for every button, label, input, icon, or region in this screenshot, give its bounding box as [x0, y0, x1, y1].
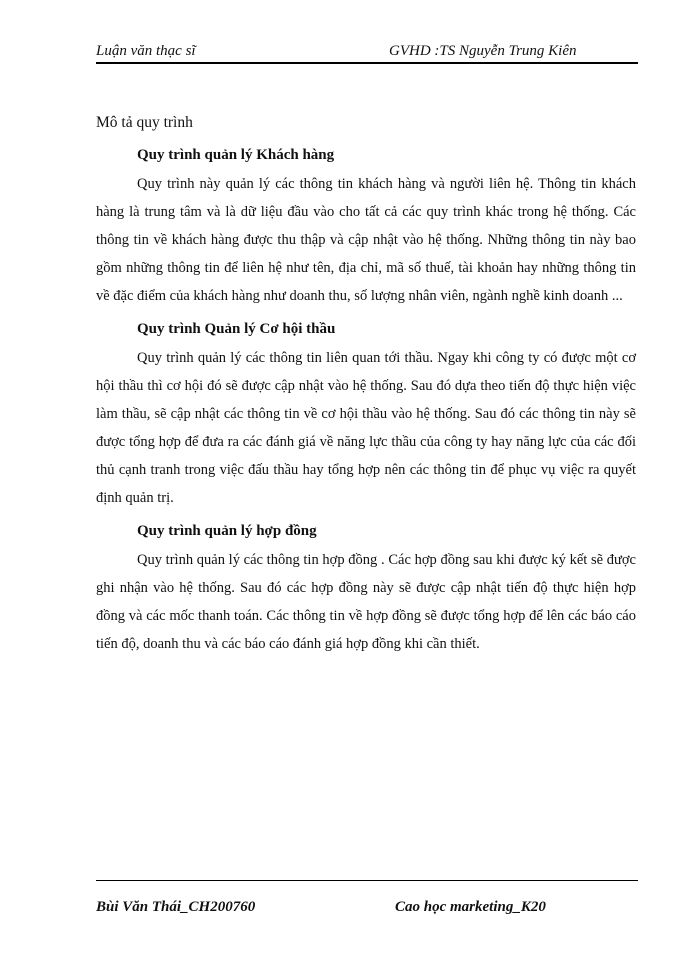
paragraph-bidding: Quy trình quản lý các thông tin liên quan tới thầu. Ngay khi công ty có được một cơ hội thầu thì cơ hội đó sẽ được cập nhật vào hệ thống. Sau đó dựa theo tiến độ thực hiện việc làm thầu, sẽ cập nhật các thông tin về cơ hội thầu vào hệ thống. Sau đó các thông tin này sẽ được tổng hợp để đưa ra các đánh giá về năng lực thầu của công ty hay năng lực của các đối thủ cạnh tranh trong việc đấu thầu hay tổng hợp nên các thông tin để phục vụ việc ra quyết định quản trị.: [96, 350, 636, 506]
footer-author: Bùi Văn Thái_CH200760: [96, 899, 256, 915]
subsection-title-contract: Quy trình quản lý hợp đồng: [137, 523, 317, 539]
section-title: Mô tả quy trình: [96, 114, 193, 131]
paragraph-contract: Quy trình quản lý các thông tin hợp đồng . Các hợp đồng sau khi được ký kết sẽ được ghi nhận vào hệ thống. Sau đó các hợp đồng này sẽ được cập nhật tiến độ thực hiện hợp đồng và các mốc thanh toán. Các thông tin về hợp đồng sẽ được tổng hợp để lên các báo cáo tiến độ, doanh thu và các báo cáo đánh giá hợp đồng khi cần thiết.: [96, 552, 636, 652]
footer-program: Cao học marketing_K20: [395, 899, 546, 915]
page-footer: [96, 880, 638, 921]
page-header: [96, 40, 638, 64]
header-advisor: GVHD :TS Nguyễn Trung Kiên: [389, 43, 577, 59]
subsection-title-customer: Quy trình quản lý Khách hàng: [137, 147, 335, 163]
header-thesis-label: Luận văn thạc sĩ: [96, 43, 196, 59]
page-content: [96, 110, 636, 658]
paragraph-customer: Quy trình này quản lý các thông tin khách hàng và người liên hệ. Thông tin khách hàng là trung tâm và là dữ liệu đầu vào cho tất cả các quy trình khác trong hệ thống. Các thông tin về khách hàng được thu thập và cập nhật vào hệ thống. Những thông tin này bao gồm những thông tin để liên hệ như tên, địa chỉ, mã số thuế, tài khoản hay những thông tin về đặc điểm của khách hàng như doanh thu, số lượng nhân viên, ngành nghề kinh doanh ...: [96, 176, 636, 304]
subsection-title-bidding: Quy trình Quản lý Cơ hội thầu: [137, 321, 336, 337]
